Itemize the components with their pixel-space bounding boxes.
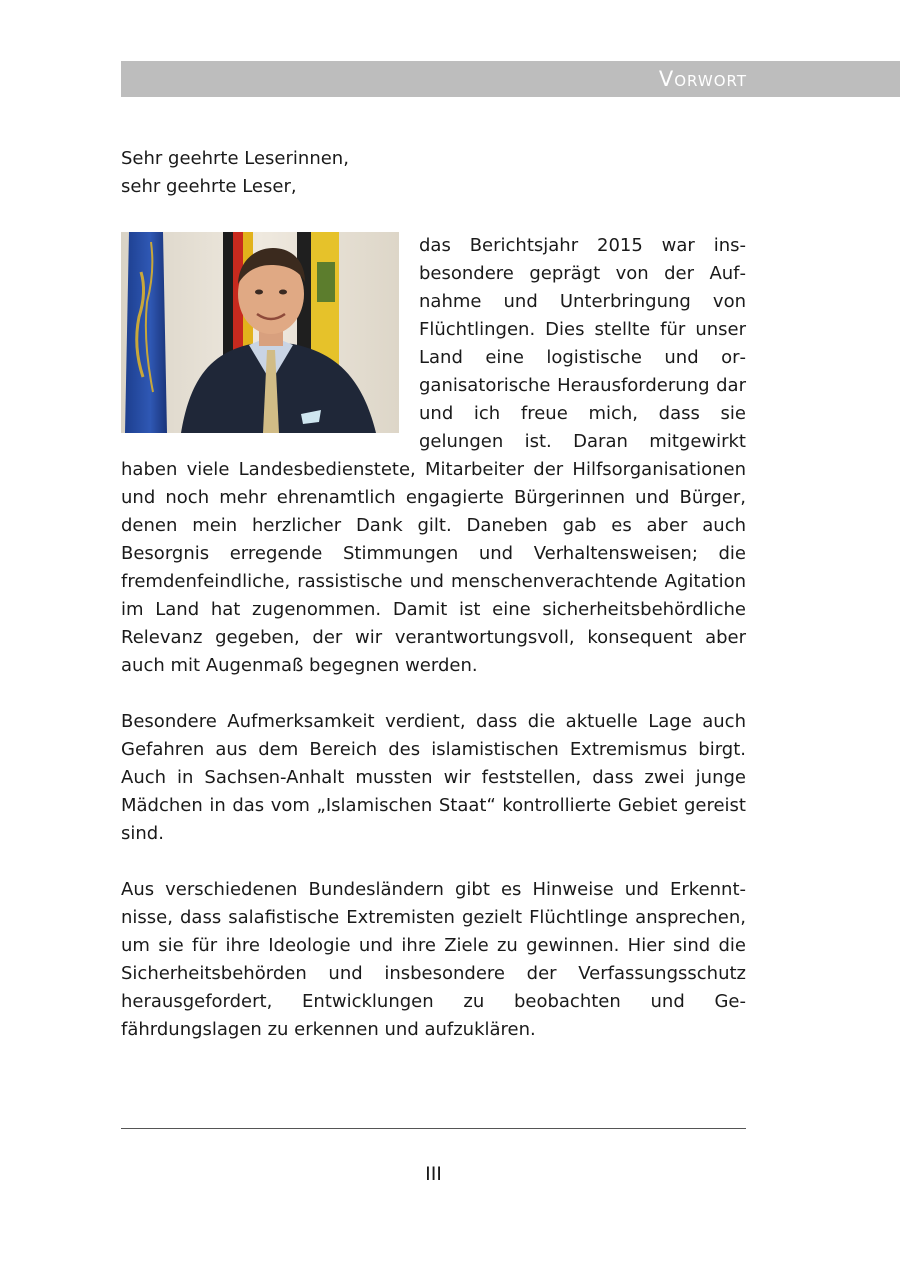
section-header-bar xyxy=(121,61,900,97)
salutation-line-1: Sehr geehrte Leserinnen, xyxy=(121,148,349,169)
section-title: Vorwort xyxy=(658,67,747,91)
portrait-photo xyxy=(121,232,399,433)
salutation xyxy=(121,145,746,201)
page-number: III xyxy=(425,1163,442,1185)
salutation-line-2: sehr geehrte Leser, xyxy=(121,176,297,197)
paragraph-2: Besondere Aufmerksamkeit verdient, dass die aktuelle Lage auch Gefahren aus dem Bereich des islamistischen Extremismus birgt. Auch in Sachsen-Anhalt mussten wir feststellen, dass zwei junge Mädchen in das vom „Islamischen Staat“ kontrollierte Gebiet gereist sind. xyxy=(121,711,746,844)
page-content xyxy=(121,145,746,1072)
paragraph-1: das Berichtsjahr 2015 war insbesondere geprägt von der Aufnahme und Unterbringung von Flüchtlingen. Dies stellte für unser Land eine logistische und organisatorische Herausforderung dar und ich freue mich, dass sie gelungen ist. Daran mitgewirkt haben viele Landesbedienstete, Mitarbeiter der Hilfsorganisationen und noch mehr ehrenamtlich engagierte Bürgerinnen und Bürger, denen mein herzlicher Dank gilt. Daneben gab es aber auch Besorgnis erregende Stimmungen und Verhaltensweisen; die fremdenfeindliche, rassistische und menschenverachtende Agitation im Land hat zugenommen. Damit ist eine sicherheitsbehördliche Relevanz gegeben, der wir verantwortungsvoll, konsequent aber auch mit Augenmaß begegnen werden. xyxy=(121,235,746,676)
footer-divider xyxy=(121,1128,746,1129)
paragraph-3: Aus verschiedenen Bundesländern gibt es Hinweise und Erkenntnisse, dass salafistische Extremisten gezielt Flüchtlinge ansprechen, um sie für ihre Ideologie und ihre Ziele zu gewinnen. Hier sind die Sicherheitsbehörden und insbesondere der Verfassungsschutz herausgefordert, Entwicklungen zu beobachten und Gefährdungslagen zu erkennen und aufzuklären. xyxy=(121,879,746,1040)
